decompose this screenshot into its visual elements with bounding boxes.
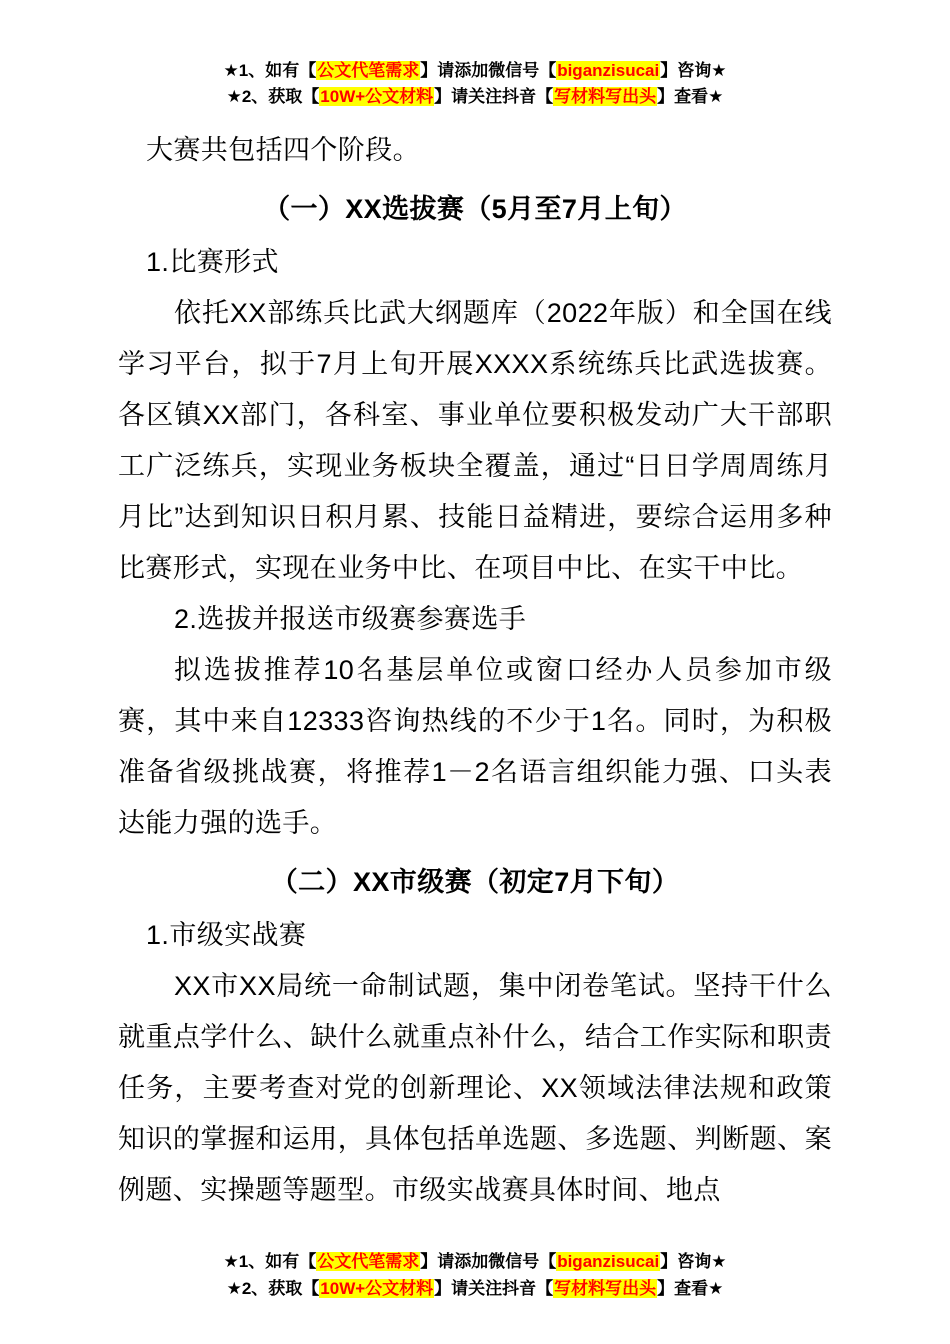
section1-item2-body: 拟选拔推荐10名基层单位或窗口经办人员参加市级赛，其中来自12333咨询热线的不少于1名。同时，为积极准备省级挑战赛，将推荐1－2名语言组织能力强、口头表达能力强的选手。	[118, 654, 832, 838]
promo-line2-brand-bottom: 写材料写出头	[554, 1278, 657, 1298]
lead-paragraph: 大赛共包括四个阶段。	[146, 134, 420, 165]
promo-line2-suffix-bottom: 】查看★	[657, 1278, 724, 1298]
promo-line1-suffix: 】咨询★	[660, 61, 727, 80]
promo-line1-brand: biganzisucai	[557, 61, 660, 80]
promo-line1-tag-bottom: 公文代笔需求	[317, 1252, 420, 1272]
promo-line2-prefix: ★2、获取【	[226, 87, 320, 107]
section-heading-1: （一）XX选拔赛（5月至7月上旬）	[263, 193, 687, 224]
promo-line1-tag: 公文代笔需求	[317, 61, 420, 80]
section1-item2-title: 2.选拔并报送市级赛参赛选手	[174, 603, 527, 634]
section1-item1-body: 依托XX部练兵比武大纲题库（2022年版）和全国在线学习平台，拟于7月上旬开展XXXX系统练兵比武选拔赛。各区镇XX部门，各科室、事业单位要积极发动广大干部职工广泛练兵，实现业务板块全覆盖，通过“日日学周周练月月比”达到知识日积月累、技能日益精进，要综合运用多种比赛形式，实现在业务中比、在项目中比、在实干中比。	[118, 297, 832, 583]
promo-line2-suffix: 】查看★	[657, 87, 724, 107]
section-heading-2: （二）XX市级赛（初定7月下旬）	[270, 866, 680, 897]
promo-banner-bottom	[0, 1249, 950, 1302]
promo-line2-mid: 】请关注抖音【	[434, 87, 554, 107]
promo-line-1-bottom	[0, 1249, 950, 1275]
promo-line1-prefix: ★1、如有【	[223, 61, 317, 80]
promo-line2-brand: 写材料写出头	[554, 87, 657, 107]
promo-line1-prefix-bottom: ★1、如有【	[223, 1252, 317, 1272]
promo-line2-mid-bottom: 】请关注抖音【	[434, 1278, 554, 1298]
section2-item1-title: 1.市级实战赛	[146, 919, 307, 950]
promo-line-1	[118, 58, 832, 84]
promo-line-2-bottom	[0, 1276, 950, 1302]
section2-item1-body: XX市XX局统一命制试题，集中闭卷笔试。坚持干什么就重点学什么、缺什么就重点补什么，结合工作实际和职责任务，主要考查对党的创新理论、XX领域法律法规和政策知识的掌握和运用，具体包括单选题、多选题、判断题、案例题、实操题等题型。市级实战赛具体时间、地点	[118, 970, 832, 1205]
promo-line2-tag-bottom: 10W+公文材料	[320, 1278, 434, 1298]
promo-line1-suffix-bottom: 】咨询★	[660, 1252, 727, 1272]
document-body	[118, 125, 832, 1216]
promo-line1-brand-bottom: biganzisucai	[557, 1252, 660, 1272]
promo-banner-top	[118, 0, 832, 111]
section1-item1-title: 1.比赛形式	[146, 246, 279, 277]
promo-line1-mid-bottom: 】请添加微信号【	[420, 1252, 557, 1272]
promo-line-2	[118, 84, 832, 110]
promo-line2-tag: 10W+公文材料	[320, 87, 434, 107]
promo-line2-prefix-bottom: ★2、获取【	[226, 1278, 320, 1298]
promo-line1-mid: 】请添加微信号【	[420, 61, 557, 80]
